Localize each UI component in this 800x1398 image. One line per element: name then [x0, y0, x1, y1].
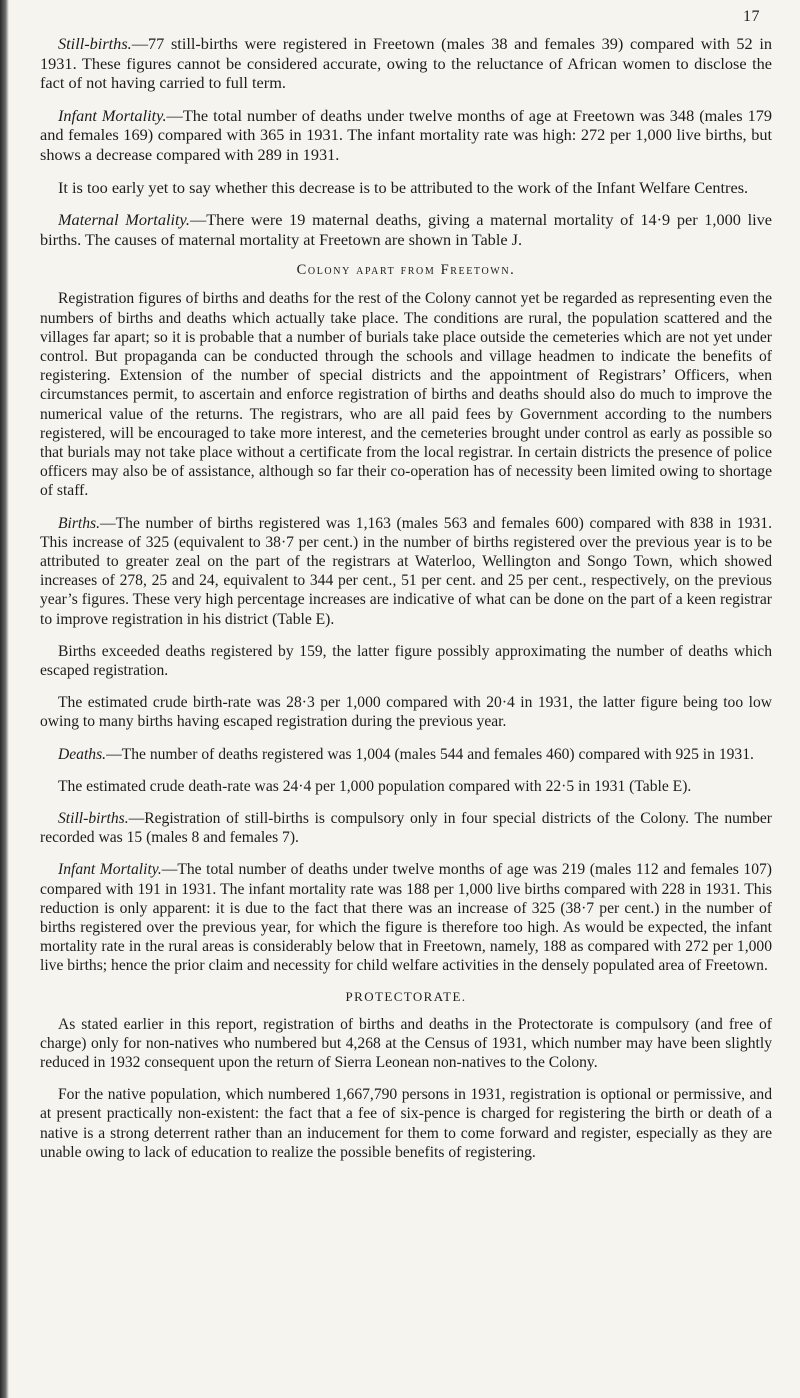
death-rate-paragraph: The estimated crude death-rate was 24·4 per 1,000 population compared with 22·5 in 1931 (Table E). [58, 777, 692, 795]
protectorate-heading: PROTECTORATE. [345, 988, 467, 1004]
births-text: —The number of births registered was 1,163 (males 563 and females 600) compared with 838 in 1931. This increase of 325 (equivalent to 38·7 per cent.) in the number of births registered over the previous year is to be attributed to greater zeal on the part of the registrars at Waterloo, Wellington and Songo Town, which showed increases of 278, 25 and 24, equivalent to 344 per cent., 51 per cent. and 25 per cent., respectively, on the previous year’s figures. These very high percentage increases are indicative of what can be done on the part of a keen registrar to improve registration in his district (Table E). [40, 514, 772, 628]
page-number: 17 [743, 8, 760, 25]
freetown-infant-mortality-paragraph [40, 106, 772, 165]
maternal-mortality-text: —There were 19 maternal deaths, giving a maternal mortality of 14·9 per 1,000 live births. The causes of maternal mortality at Freetown are shown in Table J. [40, 210, 773, 249]
protectorate-paragraph-1: As stated earlier in this report, registration of births and deaths in the Protectorate is compulsory (and free of charge) only for non-natives who numbered but 4,268 at the Census of 1931, which number may have been slightly reduced in 1932 consequent upon the return of Sierra Leonean non-natives to the Colony. [40, 1015, 772, 1072]
still-births-heading: Still-births. [58, 34, 132, 53]
deaths-text: —The number of deaths registered was 1,004 (males 544 and females 460) compared with 925 in 1931. [106, 745, 754, 763]
colony-infant-mortality-heading: Infant Mortality. [58, 861, 162, 879]
colony-births-paragraph [40, 514, 772, 629]
freetown-section [40, 34, 772, 249]
birth-rate-paragraph: The estimated crude birth-rate was 28·3 per 1,000 compared with 20·4 in 1931, the latter figure being too low owing to many births having escaped registration during the previous year. [40, 694, 772, 731]
colony-still-births-text: —Registration of still-births is compulsory only in four special districts of the Colony. The number recorded was 15 (males 8 and females 7). [40, 810, 772, 847]
births-exceeded-paragraph: Births exceeded deaths registered by 159, the latter figure possibly approximating the number of deaths which escaped registration. [40, 642, 772, 679]
colony-deaths-paragraph [40, 745, 772, 764]
protectorate-section [40, 989, 772, 1162]
infant-mortality-heading: Infant Mortality. [58, 105, 167, 125]
maternal-mortality-heading: Maternal Mortality. [58, 210, 190, 230]
infant-mortality-text: —The total number of deaths under twelve months of age at Freetown was 348 (males 179 and females 169) compared with 365 in 1931. The infant mortality rate was high: 272 per 1,000 live births, but shows a decrease compared with 289 in 1931. [40, 105, 772, 164]
births-heading: Births. [58, 514, 101, 532]
welfare-note-paragraph: It is too early yet to say whether this decrease is to be attributed to the work of the Infant Welfare Centres. [58, 177, 749, 197]
protectorate-paragraph-2: For the native population, which numbered 1,667,790 persons in 1931, registration is optional or permissive, and at present practically non-existent: the fact that a fee of six-pence is charged for registering the birth or death of a native is a strong deterrent rather than an inducement for them to come forward and register, especially as they are unable owing to lack of education to realize the possible benefits of registering. [40, 1086, 772, 1161]
freetown-still-births-paragraph [40, 34, 772, 93]
colony-section [40, 262, 772, 975]
deaths-heading: Deaths. [58, 745, 107, 763]
colony-still-births-paragraph [40, 809, 772, 847]
still-births-text: —77 still-births were registered in Freetown (males 38 and females 39) compared with 52 in 1931. These figures cannot be considered accurate, owing to the reluctance of African women to disclose the fact of not having carried to full term. [40, 34, 772, 93]
colony-infant-mortality-text: —The total number of deaths under twelve months of age was 219 (males 112 and females 107) compared with 191 in 1931. The infant mortality rate was 188 per 1,000 live births compared with 228 in 1931. This reduction is only apparent: it is due to the fact that there was an increase of 325 (38·7 per cent.) in the number of births registered over the previous year, for which the figure is therefore too high. As would be expected, the infant mortality rate in the rural areas is considerably below that in Freetown, namely, 188 as compared with 272 per 1,000 live births; hence the prior claim and necessity for child welfare activities in the densely populated area of Freetown. [40, 861, 772, 975]
colony-heading: Colony apart from Freetown. [296, 262, 516, 279]
colony-infant-mortality-paragraph [40, 860, 772, 975]
colony-registration-paragraph: Registration figures of births and deaths for the rest of the Colony cannot yet be regarded as representing even the numbers of births and deaths which actually take place. The conditions are rural, the population scattered and the villages far apart; so it is probable that a number of burials take place outside the cemeteries which are not yet under control. But propaganda can be conducted through the schools and village headmen to indicate the benefits of registering. Extension of the number of special districts and the appointment of Registrars’ Officers, when circumstances permit, to ascertain and enforce registration of births and deaths should also do much to improve the numerical value of the returns. The registrars, who are all paid fees by Government according to the numbers registered, will be encouraged to take more interest, and the cemeteries brought under control as early as possible so that burials may not take place without a certificate from the local registrar. In certain districts the presence of police officers may also be of assistance, although so far their co-operation has of necessity been limited owing to shortage of staff. [40, 290, 772, 500]
maternal-mortality-paragraph [40, 210, 772, 249]
colony-still-births-heading: Still-births. [58, 810, 129, 828]
